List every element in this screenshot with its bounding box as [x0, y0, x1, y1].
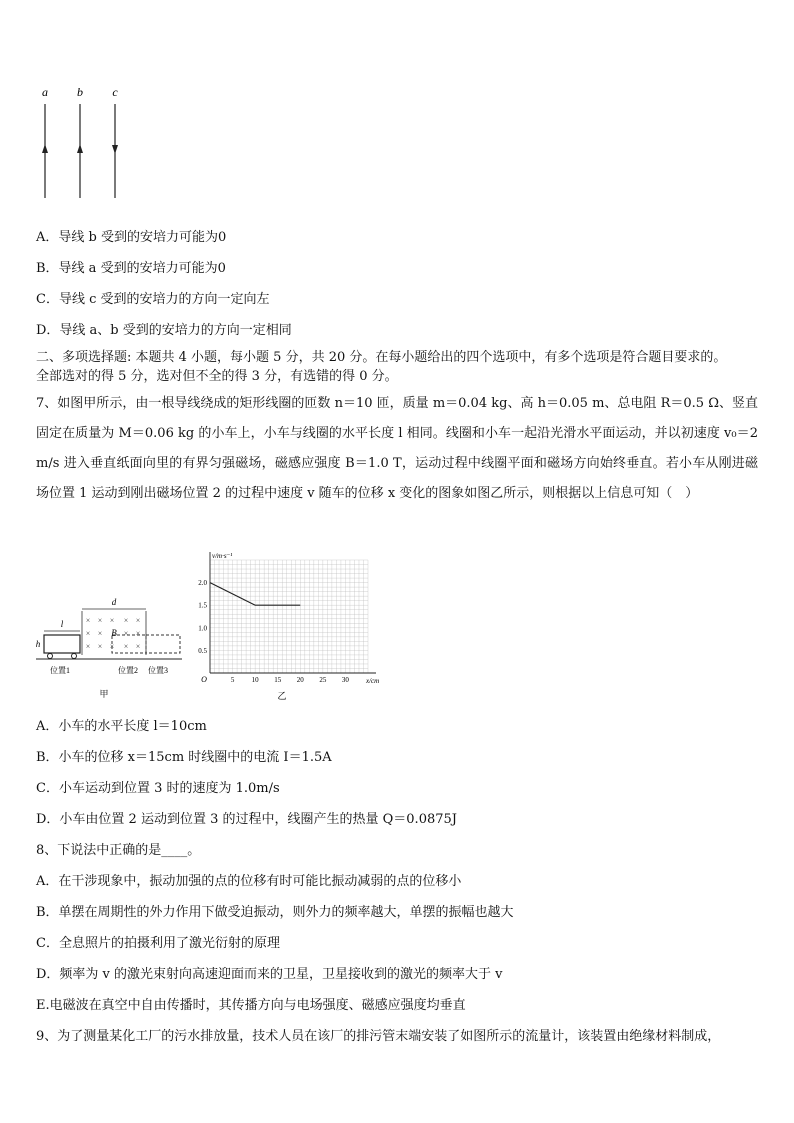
wire-label-b: b [77, 85, 83, 99]
q8-option-a: A．在干涉现象中，振动加强的点的位移有时可能比振动减弱的点的位移小 [36, 874, 462, 889]
q7-option-c: C．小车运动到位置 3 时的速度为 1.0m/s [36, 781, 280, 796]
wire-label-a: a [42, 85, 48, 99]
fig-jia-d-label: d [111, 597, 117, 607]
cart-position-3 [146, 635, 180, 653]
q8-option-b: B．单摆在周期性的外力作用下做受迫振动，则外力的频率越大，单摆的振幅也越大 [36, 905, 514, 920]
cart-position-2 [109, 635, 146, 653]
svg-text:×: × [109, 642, 115, 651]
q9-stem: 9、为了测量某化工厂的污水排放量，技术人员在该厂的排污管末端安装了如图所示的流量计，该装置由绝缘材料制成， [36, 1029, 721, 1044]
q7-option-d: D．小车由位置 2 运动到位置 3 的过程中，线圈产生的热量 Q＝0.0875J [36, 812, 457, 827]
x-tick-label: 30 [341, 676, 349, 684]
fig-jia-pos3: 位置3 [148, 666, 168, 675]
arrow-up-b-icon [77, 144, 83, 153]
chart-origin: O [201, 675, 207, 684]
y-tick-label: 1.0 [198, 624, 207, 633]
chart-xlabel: x/cm [366, 677, 380, 685]
svg-text:×: × [123, 616, 129, 625]
y-tick-label: 0.5 [198, 646, 207, 655]
fig-jia [34, 593, 184, 703]
svg-text:×: × [123, 642, 129, 651]
q8-option-e: E.电磁波在真空中自由传播时，其传播方向与电场强度、磁感应强度均垂直 [36, 998, 466, 1013]
wire-label-c: c [112, 85, 118, 99]
chart-caption: 乙 [277, 691, 287, 701]
fig-jia-b-label: B [111, 628, 117, 638]
q6-option-c: C．导线 c 受到的安培力的方向一定向左 [36, 292, 270, 307]
q8-option-c: C．全息照片的拍摄利用了激光衍射的原理 [36, 936, 280, 951]
q7-option-b: B．小车的位移 x＝15cm 时线圈中的电流 I＝1.5A [36, 750, 332, 765]
v-x-chart [190, 548, 390, 703]
q6-option-b: B．导线 a 受到的安培力可能为0 [36, 261, 226, 276]
x-tick-label: 25 [319, 676, 327, 684]
arrow-up-a-icon [42, 144, 48, 153]
q7-stem: 7、如图甲所示，由一根导线绕成的矩形线圈的匝数 n＝10 匝，质量 m＝0.04 kg、高 h＝0.05 m、总电阻 R＝0.5 Ω、竖直固定在质量为 M＝0.06 kg 的小车上，小车与线圈的水平长度 l 相同。线圈和小车一起沿光滑水平面运动，并以初速度 v₀＝2 m/s 进入垂直纸面向里的有界匀强磁场，磁感应强度 B＝1.0 T，运动过程中线圈平面和磁场方向始终垂直。若小车从刚进磁场位置 1 运动到刚出磁场位置 2 的过程中速度 v 随车的位移 x 变化的图象如图乙所示，则根据以上信息可知（ ） [36, 396, 758, 501]
svg-text:×: × [97, 629, 103, 638]
fig-jia-l-label: l [60, 619, 64, 629]
section2-instruction-1: 二、多项选择题: 本题共 4 小题，每小题 5 分，共 20 分。在每小题给出的四个选项中，有多个选项是符合题目要求的。 [36, 350, 727, 365]
cart-position-1 [44, 635, 80, 653]
x-tick-label: 15 [274, 676, 282, 684]
svg-text:×: × [123, 629, 129, 638]
fig-jia-h-label: h [35, 639, 41, 649]
svg-text:×: × [85, 642, 91, 651]
fig-jia-pos1: 位置1 [50, 666, 70, 675]
x-tick-label: 10 [251, 676, 259, 684]
y-tick-label: 2.0 [198, 579, 207, 588]
q6-option-a: A．导线 b 受到的安培力可能为0 [36, 230, 227, 245]
section2-instruction-2: 全部选对的得 5 分，选对但不全的得 3 分，有选错的得 0 分。 [36, 369, 398, 384]
svg-text:×: × [85, 616, 91, 625]
svg-text:×: × [135, 629, 141, 638]
q7-option-a: A．小车的水平长度 l＝10cm [36, 719, 207, 734]
svg-text:×: × [85, 629, 91, 638]
q8-stem: 8、下说法中正确的是____。 [36, 843, 201, 858]
x-tick-label: 20 [296, 676, 304, 684]
svg-text:×: × [97, 642, 103, 651]
wires-figure [30, 82, 140, 202]
svg-text:×: × [135, 642, 141, 651]
arrow-down-c-icon [112, 145, 118, 154]
svg-text:×: × [135, 616, 141, 625]
fig-jia-caption: 甲 [99, 689, 109, 699]
x-tick-label: 5 [230, 676, 235, 684]
q8-option-d: D．频率为 v 的激光束射向高速迎面而来的卫星，卫星接收到的激光的频率大于 v [36, 967, 503, 982]
svg-text:×: × [97, 616, 103, 625]
q6-option-d: D．导线 a、b 受到的安培力的方向一定相同 [36, 323, 292, 338]
fig-jia-pos2: 位置2 [118, 666, 138, 675]
svg-text:×: × [109, 616, 115, 625]
y-tick-label: 1.5 [198, 601, 207, 610]
chart-ylabel: v/m·s⁻¹ [212, 552, 233, 560]
